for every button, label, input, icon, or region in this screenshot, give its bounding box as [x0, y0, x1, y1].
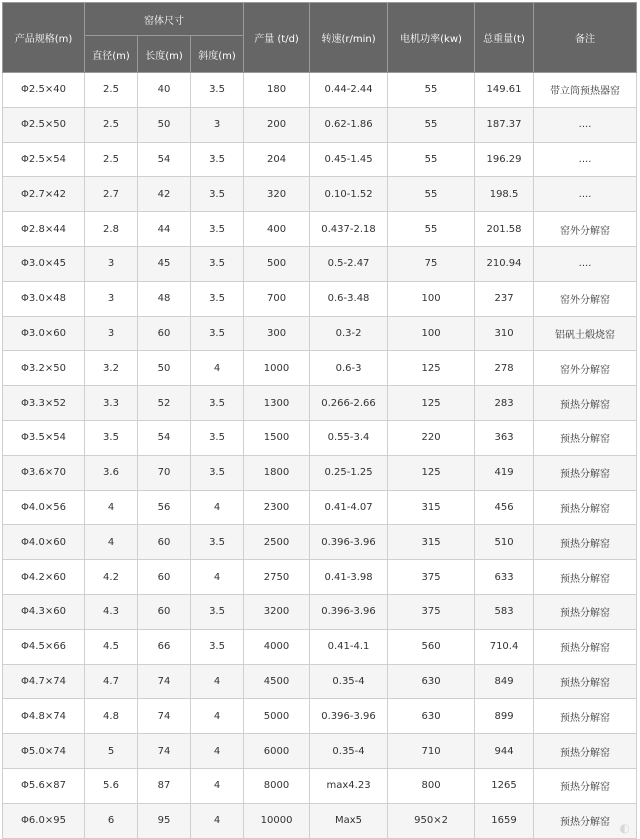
cell-motor-power: 315 — [388, 490, 475, 525]
table-row — [3, 560, 637, 595]
header-output: 产量 (t/d) — [244, 3, 310, 73]
cell-remark: 预热分解窑 — [534, 699, 637, 734]
table-body — [3, 73, 637, 839]
cell-length: 60 — [138, 525, 191, 560]
cell-model: Φ2.5×54 — [3, 142, 85, 177]
cell-speed: 0.41-4.07 — [310, 490, 388, 525]
cell-speed: 0.62-1.86 — [310, 107, 388, 142]
cell-motor-power: 100 — [388, 316, 475, 351]
cell-remark: .... — [534, 177, 637, 212]
cell-diameter: 2.7 — [85, 177, 138, 212]
cell-slope: 4 — [191, 664, 244, 699]
cell-length: 87 — [138, 768, 191, 803]
cell-total-weight: 278 — [475, 351, 534, 386]
cell-model: Φ3.0×48 — [3, 281, 85, 316]
cell-diameter: 3 — [85, 316, 138, 351]
cell-model: Φ2.5×40 — [3, 73, 85, 108]
table-row — [3, 455, 637, 490]
table-row — [3, 594, 637, 629]
cell-total-weight: 1659 — [475, 803, 534, 838]
cell-output: 3200 — [244, 594, 310, 629]
cell-output: 8000 — [244, 768, 310, 803]
cell-model: Φ3.0×45 — [3, 246, 85, 281]
header-remark: 备注 — [534, 3, 637, 73]
cell-speed: 0.55-3.4 — [310, 420, 388, 455]
cell-motor-power: 55 — [388, 177, 475, 212]
cell-diameter: 4.3 — [85, 594, 138, 629]
cell-diameter: 3.3 — [85, 386, 138, 421]
cell-length: 54 — [138, 142, 191, 177]
cell-speed: Max5 — [310, 803, 388, 838]
cell-remark: 预热分解窑 — [534, 629, 637, 664]
cell-output: 2500 — [244, 525, 310, 560]
cell-slope: 4 — [191, 490, 244, 525]
cell-length: 74 — [138, 664, 191, 699]
cell-motor-power: 75 — [388, 246, 475, 281]
cell-model: Φ4.3×60 — [3, 594, 85, 629]
cell-output: 2300 — [244, 490, 310, 525]
cell-motor-power: 630 — [388, 664, 475, 699]
cell-slope: 4 — [191, 351, 244, 386]
table-row — [3, 490, 637, 525]
cell-remark: .... — [534, 142, 637, 177]
cell-speed: 0.396-3.96 — [310, 594, 388, 629]
cell-remark: 窑外分解窑 — [534, 281, 637, 316]
cell-length: 54 — [138, 420, 191, 455]
cell-total-weight: 310 — [475, 316, 534, 351]
cell-slope: 3.5 — [191, 525, 244, 560]
cell-output: 180 — [244, 73, 310, 108]
cell-slope: 3 — [191, 107, 244, 142]
cell-total-weight: 187.37 — [475, 107, 534, 142]
cell-diameter: 4 — [85, 490, 138, 525]
cell-total-weight: 944 — [475, 734, 534, 769]
cell-output: 1300 — [244, 386, 310, 421]
cell-model: Φ4.8×74 — [3, 699, 85, 734]
cell-model: Φ3.3×52 — [3, 386, 85, 421]
cell-slope: 3.5 — [191, 177, 244, 212]
cell-length: 60 — [138, 316, 191, 351]
cell-model: Φ4.0×60 — [3, 525, 85, 560]
cell-remark: .... — [534, 246, 637, 281]
header-kiln-size: 窑体尺寸 — [85, 3, 244, 36]
table-header — [3, 3, 637, 73]
cell-remark: 预热分解窑 — [534, 768, 637, 803]
cell-length: 52 — [138, 386, 191, 421]
cell-diameter: 5.6 — [85, 768, 138, 803]
cell-motor-power: 950×2 — [388, 803, 475, 838]
table-row — [3, 246, 637, 281]
cell-output: 5000 — [244, 699, 310, 734]
cell-diameter: 4 — [85, 525, 138, 560]
cell-total-weight: 283 — [475, 386, 534, 421]
cell-model: Φ2.5×50 — [3, 107, 85, 142]
cell-length: 95 — [138, 803, 191, 838]
cell-diameter: 3.5 — [85, 420, 138, 455]
cell-model: Φ3.6×70 — [3, 455, 85, 490]
cell-diameter: 2.8 — [85, 212, 138, 247]
cell-remark: 预热分解窑 — [534, 386, 637, 421]
cell-remark: .... — [534, 107, 637, 142]
cell-speed: 0.44-2.44 — [310, 73, 388, 108]
cell-total-weight: 198.5 — [475, 177, 534, 212]
cell-remark: 预热分解窑 — [534, 664, 637, 699]
cell-diameter: 4.7 — [85, 664, 138, 699]
cell-length: 42 — [138, 177, 191, 212]
cell-remark: 预热分解窑 — [534, 560, 637, 595]
cell-remark: 预热分解窑 — [534, 734, 637, 769]
cell-total-weight: 1265 — [475, 768, 534, 803]
table-row — [3, 73, 637, 108]
cell-output: 1500 — [244, 420, 310, 455]
cell-total-weight: 210.94 — [475, 246, 534, 281]
cell-length: 60 — [138, 560, 191, 595]
cell-remark: 窑外分解窑 — [534, 351, 637, 386]
cell-output: 320 — [244, 177, 310, 212]
cell-motor-power: 100 — [388, 281, 475, 316]
cell-output: 1000 — [244, 351, 310, 386]
cell-output: 400 — [244, 212, 310, 247]
table-row — [3, 420, 637, 455]
cell-output: 200 — [244, 107, 310, 142]
header-diameter: 直径(m) — [85, 36, 138, 73]
cell-slope: 3.5 — [191, 212, 244, 247]
table-row — [3, 803, 637, 838]
cell-speed: 0.6-3.48 — [310, 281, 388, 316]
cell-model: Φ2.7×42 — [3, 177, 85, 212]
cell-length: 66 — [138, 629, 191, 664]
cell-length: 50 — [138, 107, 191, 142]
cell-length: 70 — [138, 455, 191, 490]
table-row — [3, 699, 637, 734]
cell-diameter: 2.5 — [85, 107, 138, 142]
cell-slope: 3.5 — [191, 420, 244, 455]
cell-speed: 0.41-4.1 — [310, 629, 388, 664]
cell-slope: 3.5 — [191, 594, 244, 629]
cell-motor-power: 125 — [388, 386, 475, 421]
cell-model: Φ5.0×74 — [3, 734, 85, 769]
header-total-weight: 总重量(t) — [475, 3, 534, 73]
cell-remark: 预热分解窑 — [534, 490, 637, 525]
cell-motor-power: 220 — [388, 420, 475, 455]
cell-model: Φ3.0×60 — [3, 316, 85, 351]
cell-speed: 0.266-2.66 — [310, 386, 388, 421]
cell-motor-power: 315 — [388, 525, 475, 560]
cell-length: 48 — [138, 281, 191, 316]
cell-length: 60 — [138, 594, 191, 629]
header-motor-power: 电机功率(kw) — [388, 3, 475, 73]
cell-output: 2750 — [244, 560, 310, 595]
cell-speed: 0.6-3 — [310, 351, 388, 386]
cell-motor-power: 55 — [388, 73, 475, 108]
cell-length: 44 — [138, 212, 191, 247]
cell-output: 10000 — [244, 803, 310, 838]
cell-motor-power: 375 — [388, 560, 475, 595]
cell-slope: 3.5 — [191, 281, 244, 316]
table-row — [3, 664, 637, 699]
cell-total-weight: 363 — [475, 420, 534, 455]
table-row — [3, 351, 637, 386]
cell-slope: 3.5 — [191, 455, 244, 490]
cell-total-weight: 510 — [475, 525, 534, 560]
cell-speed: 0.35-4 — [310, 664, 388, 699]
cell-output: 1800 — [244, 455, 310, 490]
table-row — [3, 212, 637, 247]
cell-total-weight: 201.58 — [475, 212, 534, 247]
table-row — [3, 386, 637, 421]
cell-remark: 铝矾土煅烧窑 — [534, 316, 637, 351]
cell-total-weight: 899 — [475, 699, 534, 734]
cell-diameter: 4.2 — [85, 560, 138, 595]
table-row — [3, 316, 637, 351]
cell-diameter: 2.5 — [85, 142, 138, 177]
cell-output: 300 — [244, 316, 310, 351]
cell-motor-power: 55 — [388, 107, 475, 142]
cell-total-weight: 633 — [475, 560, 534, 595]
cell-speed: 0.396-3.96 — [310, 525, 388, 560]
cell-length: 50 — [138, 351, 191, 386]
cell-length: 74 — [138, 699, 191, 734]
cell-remark: 预热分解窑 — [534, 455, 637, 490]
cell-motor-power: 710 — [388, 734, 475, 769]
cell-total-weight: 196.29 — [475, 142, 534, 177]
cell-model: Φ6.0×95 — [3, 803, 85, 838]
cell-diameter: 3.2 — [85, 351, 138, 386]
cell-length: 40 — [138, 73, 191, 108]
cell-model: Φ2.8×44 — [3, 212, 85, 247]
cell-speed: 0.10-1.52 — [310, 177, 388, 212]
cell-motor-power: 55 — [388, 212, 475, 247]
cell-motor-power: 800 — [388, 768, 475, 803]
cell-total-weight: 419 — [475, 455, 534, 490]
cell-speed: max4.23 — [310, 768, 388, 803]
cell-model: Φ4.0×56 — [3, 490, 85, 525]
cell-total-weight: 149.61 — [475, 73, 534, 108]
cell-slope: 3.5 — [191, 73, 244, 108]
cell-output: 204 — [244, 142, 310, 177]
table-row — [3, 281, 637, 316]
cell-speed: 0.437-2.18 — [310, 212, 388, 247]
header-speed: 转速(r/min) — [310, 3, 388, 73]
cell-slope: 4 — [191, 803, 244, 838]
cell-total-weight: 710.4 — [475, 629, 534, 664]
cell-model: Φ4.5×66 — [3, 629, 85, 664]
cell-model: Φ3.2×50 — [3, 351, 85, 386]
cell-speed: 0.45-1.45 — [310, 142, 388, 177]
table-row — [3, 107, 637, 142]
cell-length: 56 — [138, 490, 191, 525]
cell-slope: 4 — [191, 768, 244, 803]
header-model: 产品规格(m) — [3, 3, 85, 73]
cell-diameter: 3 — [85, 281, 138, 316]
cell-total-weight: 849 — [475, 664, 534, 699]
table-row — [3, 177, 637, 212]
cell-remark: 预热分解窑 — [534, 594, 637, 629]
cell-remark: 预热分解窑 — [534, 420, 637, 455]
header-length: 长度(m) — [138, 36, 191, 73]
cell-speed: 0.5-2.47 — [310, 246, 388, 281]
cell-speed: 0.3-2 — [310, 316, 388, 351]
cell-slope: 3.5 — [191, 316, 244, 351]
table-row — [3, 629, 637, 664]
cell-output: 4500 — [244, 664, 310, 699]
cell-motor-power: 630 — [388, 699, 475, 734]
cell-speed: 0.396-3.96 — [310, 699, 388, 734]
kiln-spec-table — [2, 2, 637, 839]
cell-speed: 0.35-4 — [310, 734, 388, 769]
cell-output: 500 — [244, 246, 310, 281]
cell-diameter: 5 — [85, 734, 138, 769]
cell-slope: 4 — [191, 699, 244, 734]
cell-output: 700 — [244, 281, 310, 316]
cell-remark: 带立筒预热器窑 — [534, 73, 637, 108]
cell-speed: 0.41-3.98 — [310, 560, 388, 595]
cell-length: 45 — [138, 246, 191, 281]
table-row — [3, 734, 637, 769]
cell-total-weight: 237 — [475, 281, 534, 316]
cell-remark: 预热分解窑 — [534, 525, 637, 560]
cell-remark: 预热分解窑 — [534, 803, 637, 838]
cell-slope: 3.5 — [191, 386, 244, 421]
cell-model: Φ5.6×87 — [3, 768, 85, 803]
cell-motor-power: 560 — [388, 629, 475, 664]
cell-motor-power: 125 — [388, 455, 475, 490]
cell-length: 74 — [138, 734, 191, 769]
watermark-icon: ◐ — [619, 821, 630, 835]
cell-total-weight: 583 — [475, 594, 534, 629]
cell-slope: 3.5 — [191, 629, 244, 664]
cell-model: Φ3.5×54 — [3, 420, 85, 455]
cell-output: 4000 — [244, 629, 310, 664]
cell-diameter: 3.6 — [85, 455, 138, 490]
table-row — [3, 142, 637, 177]
cell-model: Φ4.7×74 — [3, 664, 85, 699]
cell-diameter: 3 — [85, 246, 138, 281]
cell-diameter: 6 — [85, 803, 138, 838]
cell-motor-power: 375 — [388, 594, 475, 629]
cell-diameter: 2.5 — [85, 73, 138, 108]
cell-motor-power: 125 — [388, 351, 475, 386]
cell-slope: 3.5 — [191, 246, 244, 281]
cell-speed: 0.25-1.25 — [310, 455, 388, 490]
cell-model: Φ4.2×60 — [3, 560, 85, 595]
cell-output: 6000 — [244, 734, 310, 769]
header-slope: 斜度(m) — [191, 36, 244, 73]
cell-remark: 窑外分解窑 — [534, 212, 637, 247]
cell-total-weight: 456 — [475, 490, 534, 525]
cell-slope: 4 — [191, 734, 244, 769]
table-row — [3, 768, 637, 803]
cell-diameter: 4.8 — [85, 699, 138, 734]
table-row — [3, 525, 637, 560]
cell-slope: 4 — [191, 560, 244, 595]
cell-diameter: 4.5 — [85, 629, 138, 664]
cell-motor-power: 55 — [388, 142, 475, 177]
cell-slope: 3.5 — [191, 142, 244, 177]
